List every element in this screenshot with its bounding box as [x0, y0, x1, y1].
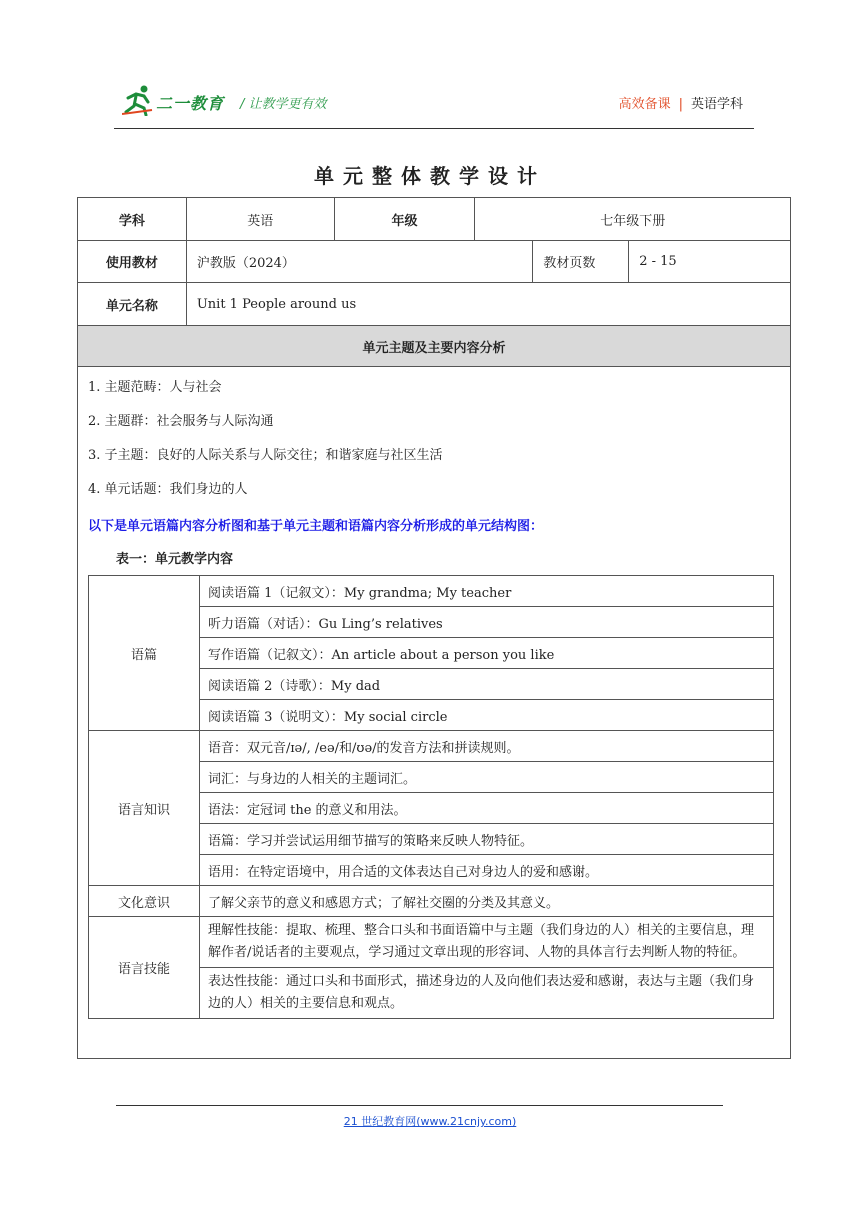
topic-point: 1. 主题范畴：人与社会 — [88, 380, 222, 395]
textbook-label: 使用教材 — [78, 241, 187, 283]
texts-item: 听力语篇（对话）：Gu Ling’s relatives — [200, 607, 774, 638]
skills-label: 语言技能 — [89, 917, 200, 1019]
grade-label: 年级 — [334, 198, 475, 241]
header-tag-separator: | — [678, 97, 683, 112]
header-tag — [619, 93, 743, 112]
unit-design-table — [77, 197, 791, 1059]
logo-text: 二一教育 — [156, 94, 225, 113]
unit-label: 单元名称 — [78, 283, 187, 326]
table-row — [89, 576, 774, 607]
knowledge-label: 语言知识 — [89, 731, 200, 886]
info-row-subject — [78, 198, 791, 241]
pages-value: 2 - 15 — [629, 241, 791, 283]
texts-item: 阅读语篇 1（记叙文）：My grandma; My teacher — [200, 576, 774, 607]
footer-divider — [116, 1105, 723, 1106]
table-row — [89, 886, 774, 917]
texts-item: 写作语篇（记叙文）：An article about a person you like — [200, 638, 774, 669]
page-header — [116, 84, 753, 120]
page-title: 单元整体教学设计 — [314, 164, 546, 188]
pages-label: 教材页数 — [533, 241, 629, 283]
knowledge-item: 语音：双元音/ɪə/, /eə/和/ʊə/的发音方法和拼读规则。 — [200, 731, 774, 762]
texts-item: 阅读语篇 2（诗歌）：My dad — [200, 669, 774, 700]
culture-label: 文化意识 — [89, 886, 200, 917]
topic-point: 3. 子主题：良好的人际关系与人际交往；和谐家庭与社区生活 — [88, 448, 443, 463]
analysis-note: 以下是单元语篇内容分析图和基于单元主题和语篇内容分析形成的单元结构图： — [88, 519, 544, 534]
knowledge-item: 语篇：学习并尝试运用细节描写的策略来反映人物特征。 — [200, 824, 774, 855]
header-tag-left: 高效备课 — [618, 97, 671, 112]
slogan: / 让教学更有效 — [240, 97, 327, 112]
info-row-textbook — [78, 241, 791, 283]
knowledge-item: 词汇：与身边的人相关的主题词汇。 — [200, 762, 774, 793]
knowledge-item: 语法：定冠词 the 的意义和用法。 — [200, 793, 774, 824]
content-table — [88, 575, 774, 1019]
topic-point: 2. 主题群：社会服务与人际沟通 — [88, 414, 274, 429]
header-tag-right: 英语学科 — [690, 97, 743, 112]
skills-item: 表达性技能：通过口头和书面形式，描述身边的人及向他们表达爱和感谢，表达与主题（我们身边的人）相关的主要信息和观点。 — [200, 968, 774, 1019]
texts-item: 阅读语篇 3（说明文）：My social circle — [200, 700, 774, 731]
unit-value: Unit 1 People around us — [186, 283, 790, 326]
content-table-title: 表一：单元教学内容 — [116, 552, 234, 567]
culture-item: 了解父亲节的意义和感恩方式；了解社交圈的分类及其意义。 — [200, 886, 774, 917]
skills-item: 理解性技能：提取、梳理、整合口头和书面语篇中与主题（我们身边的人）相关的主要信息，理解作者/说话者的主要观点，学习通过文章出现的形容词、人物的具体言行去判断人物的特征。 — [200, 917, 774, 968]
subject-label: 学科 — [78, 198, 187, 241]
runner-logo-icon — [122, 84, 154, 116]
header-divider — [114, 128, 754, 129]
subject-value: 英语 — [186, 198, 334, 241]
table-row — [89, 917, 774, 968]
grade-value: 七年级下册 — [475, 198, 791, 241]
section-body-row — [78, 367, 791, 1059]
knowledge-item: 语用：在特定语境中，用合适的文体表达自己对身边人的爱和感谢。 — [200, 855, 774, 886]
table-row — [89, 731, 774, 762]
textbook-value: 沪教版（2024） — [186, 241, 532, 283]
footer-link[interactable]: 21 世纪教育网(www.21cnjy.com) — [343, 1115, 517, 1128]
section-heading-row — [78, 326, 791, 367]
section-body — [78, 367, 791, 1059]
info-row-unit — [78, 283, 791, 326]
section-heading: 单元主题及主要内容分析 — [78, 326, 791, 367]
logo — [122, 84, 234, 116]
texts-label: 语篇 — [89, 576, 200, 731]
topic-point: 4. 单元话题：我们身边的人 — [88, 482, 248, 497]
